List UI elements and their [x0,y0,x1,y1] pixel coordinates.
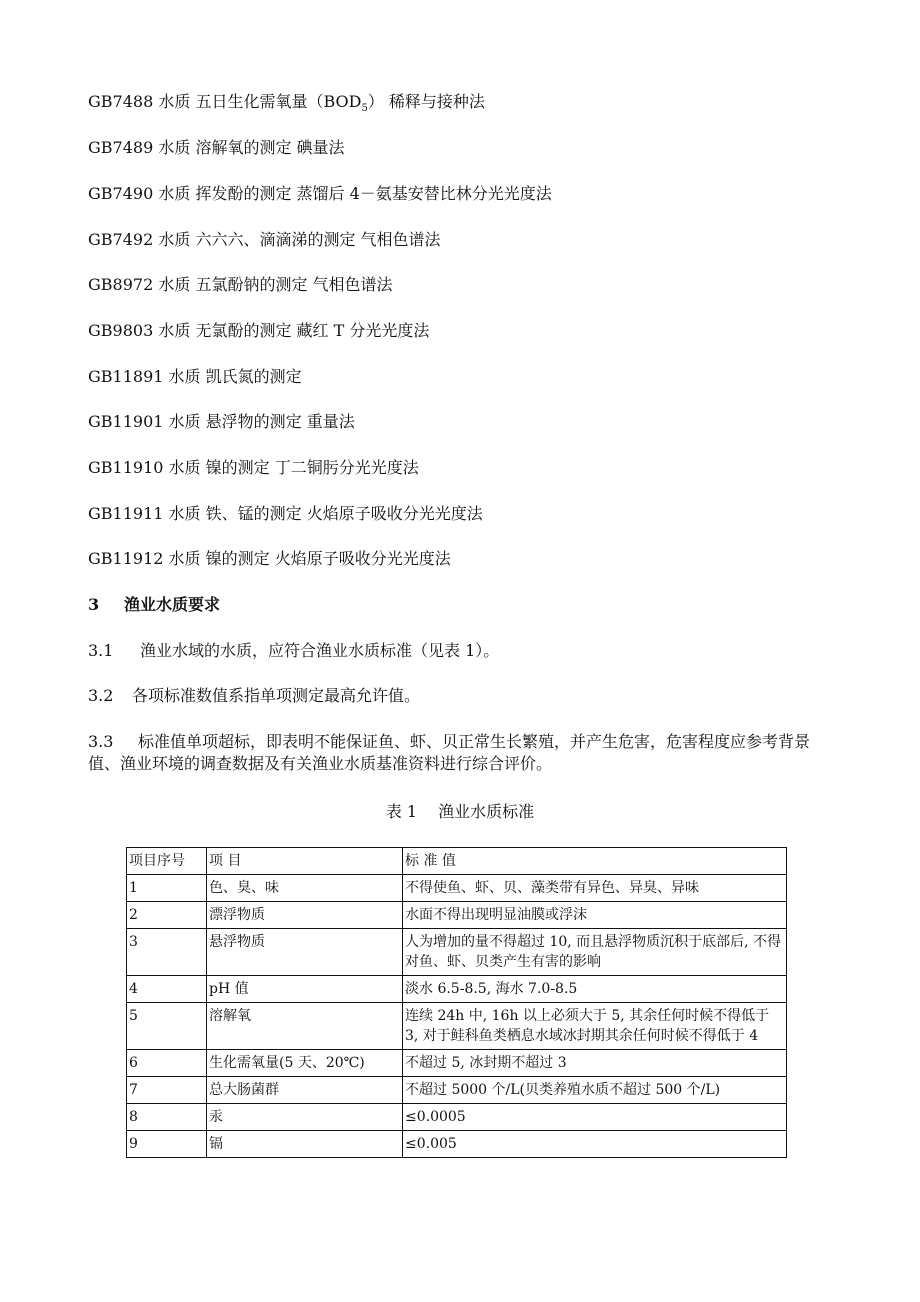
item-name: 汞 [207,1104,403,1131]
standard-title: 水质 挥发酚的测定 蒸馏后 4－氨基安替比林分光光度法 [158,184,552,203]
standard-title: 水质 镍的测定 火焰原子吸收分光光度法 [168,549,451,568]
item-name: pH 值 [207,976,403,1003]
clause-text: 各项标准数值系指单项测定最高允许值。 [132,686,421,705]
section-number: 3 [88,595,100,614]
standard-item [88,457,419,479]
clause-number: 3.3 [88,732,114,751]
item-number: 9 [127,1131,207,1158]
standard-item [88,503,483,525]
item-number: 5 [127,1003,207,1050]
item-standard: 水面不得出现明显油膜或浮沫 [403,902,787,929]
item-standard: 连续 24h 中, 16h 以上必须大于 5, 其余任何时候不得低于 3, 对于鲑科鱼类栖息水域冰封期其余任何时候不得低于 4 [403,1003,787,1050]
standard-code: GB11912 [88,549,164,568]
item-number: 8 [127,1104,207,1131]
column-header: 标 准 值 [403,848,787,875]
standard-item [88,137,345,159]
item-number: 1 [127,875,207,902]
item-name: 生化需氧量(5 天、20℃) [207,1050,403,1077]
item-number: 6 [127,1050,207,1077]
table-row [127,929,787,976]
standard-code: GB7489 [88,138,154,157]
item-name: 漂浮物质 [207,902,403,929]
clause-number: 3.2 [88,686,114,705]
clause [88,640,499,662]
standard-code: GB7488 [88,92,154,111]
standard-code: GB11901 [88,412,164,431]
table-row [127,902,787,929]
standard-code: GB11910 [88,458,164,477]
item-name: 悬浮物质 [207,929,403,976]
item-name: 总大肠菌群 [207,1077,403,1104]
column-header: 项 目 [207,848,403,875]
water-quality-table [126,847,787,1158]
item-standard: ≤0.0005 [403,1104,787,1131]
item-number: 3 [127,929,207,976]
section-heading [88,594,220,616]
item-number: 7 [127,1077,207,1104]
standard-code: GB7490 [88,184,154,203]
standard-item [88,91,485,113]
standard-code: GB11891 [88,367,164,386]
standard-code: GB9803 [88,321,154,340]
clause [88,731,833,775]
table-row [127,1131,787,1158]
item-number: 4 [127,976,207,1003]
standard-title: 水质 五氯酚钠的测定 气相色谱法 [158,275,393,294]
clause-text: 标准值单项超标，即表明不能保证鱼、虾、贝正常生长繁殖，并产生危害，危害程度应参考背景值、渔业环境的调查数据及有关渔业水质基准资料进行综合评价。 [88,732,811,773]
standard-item [88,183,552,205]
item-standard: 不超过 5000 个/L(贝类养殖水质不超过 500 个/L) [403,1077,787,1104]
table-row [127,976,787,1003]
table-caption: 表 1 渔业水质标准 [385,802,535,821]
standard-item [88,320,429,342]
item-standard: 不得使鱼、虾、贝、藻类带有异色、异臭、异味 [403,875,787,902]
item-name: 镉 [207,1131,403,1158]
item-name: 溶解氧 [207,1003,403,1050]
table-row [127,1077,787,1104]
item-number: 2 [127,902,207,929]
standard-title: 水质 溶解氧的测定 碘量法 [158,138,345,157]
standard-code: GB11911 [88,504,164,523]
clause [88,685,420,707]
standard-title: 水质 悬浮物的测定 重量法 [168,412,355,431]
standard-title: 水质 凯氏氮的测定 [168,367,302,386]
standard-code: GB7492 [88,230,154,249]
item-name: 色、臭、味 [207,875,403,902]
standard-item [88,229,441,251]
item-standard: 人为增加的量不得超过 10, 而且悬浮物质沉积于底部后, 不得对鱼、虾、贝类产生有害的影响 [403,929,787,976]
standard-title: 水质 铁、锰的测定 火焰原子吸收分光光度法 [168,504,483,523]
standard-item [88,274,393,296]
clause-text: 渔业水域的水质，应符合渔业水质标准（见表 1）。 [140,641,500,660]
clause-number: 3.1 [88,641,114,660]
standard-title: 水质 五日生化需氧量$(BOD_5)$ 稀释与接种法 [158,92,485,115]
table-row [127,1050,787,1077]
column-header: 项目序号 [127,848,207,875]
standard-title: 水质 镍的测定 丁二铜肟分光光度法 [168,458,419,477]
standard-item [88,548,451,570]
item-standard: 淡水 6.5-8.5, 海水 7.0-8.5 [403,976,787,1003]
standard-title: 水质 无氯酚的测定 藏红 T 分光光度法 [158,321,430,340]
table-row [127,1003,787,1050]
standard-title: 水质 六六六、滴滴涕的测定 气相色谱法 [158,230,441,249]
standard-item [88,411,355,433]
table-header-row [127,848,787,875]
table-row [127,1104,787,1131]
standard-item [88,366,302,388]
item-standard: 不超过 5, 冰封期不超过 3 [403,1050,787,1077]
section-title: 渔业水质要求 [124,595,221,614]
item-standard: ≤0.005 [403,1131,787,1158]
standard-code: GB8972 [88,275,154,294]
table-row [127,875,787,902]
